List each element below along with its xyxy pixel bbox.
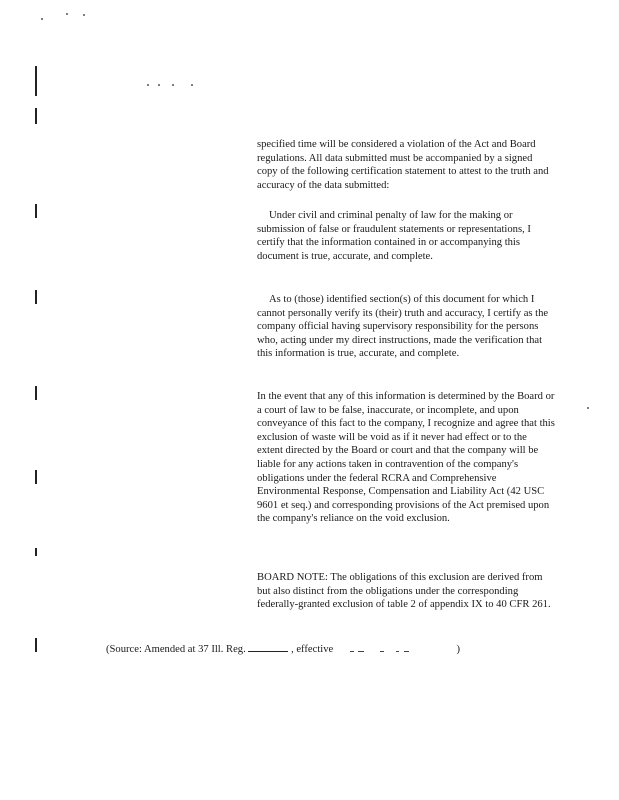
paragraph-data-requirement: specified time will be considered a violation of the Act and Board regulations. All data submitted must be accompanied by a signed copy of the following certification statement to attest to the truth and accuracy of the data submitted: <box>257 139 549 191</box>
scan-speck <box>147 84 149 86</box>
scan-speck <box>158 84 160 86</box>
revision-bar <box>35 548 37 556</box>
revision-bar <box>35 204 37 218</box>
paragraph-identified-sections: As to (those) identified section(s) of this document for which I cannot personally verify its (their) truth and accuracy, I certify as the company official having supervisory responsibility for the persons who, acting under my direct instructions, made the verification that this information is true, accurate, and complete. <box>257 294 549 360</box>
paragraph-certification-statement: Under civil and criminal penalty of law for the making or submission of false or fraudulent statements or representations, I certify that the information contained in or accompanying this document is true, accurate, and complete. <box>257 210 531 262</box>
scan-speck <box>172 84 174 86</box>
scan-speck <box>41 18 43 20</box>
scan-speck <box>587 407 589 409</box>
revision-bar <box>35 108 37 124</box>
scan-speck <box>66 13 68 15</box>
source-prefix: (Source: Amended at 37 Ill. Reg. <box>106 644 246 655</box>
revision-bar <box>35 290 37 304</box>
source-effective: , effective <box>291 644 334 655</box>
register-page-blank <box>248 641 288 652</box>
source-citation <box>106 641 506 657</box>
paragraph-event-of-false-information: In the event that any of this information is determined by the Board or a court of law to be false, inaccurate, or incomplete, and upon conveyance of this fact to the company, I recognize and agree that this exclusion of waste will be void as if it never had effect or to the extent directed by the Board or court and that the company will be liable for any actions taken in contravention of the company's obligations under the federal RCRA and Comprehensive Environmental Response, Compensation and Liability Act (42 USC 9601 et seq.) and corresponding provisions of the Act premised upon the company's reliance on the void exclusion. <box>257 391 555 525</box>
revision-bar <box>35 638 37 652</box>
revision-bar <box>35 470 37 484</box>
revision-bar <box>35 66 37 96</box>
board-note: BOARD NOTE: The obligations of this exclusion are derived from but also distinct from the obligations under the corresponding federally-granted exclusion of table 2 of appendix IX to 40 CFR 261. <box>257 572 551 611</box>
source-suffix: ) <box>456 644 461 655</box>
scan-speck <box>83 14 85 16</box>
scan-speck <box>191 84 193 86</box>
revision-bar <box>35 386 37 400</box>
effective-date-blank <box>336 642 454 652</box>
